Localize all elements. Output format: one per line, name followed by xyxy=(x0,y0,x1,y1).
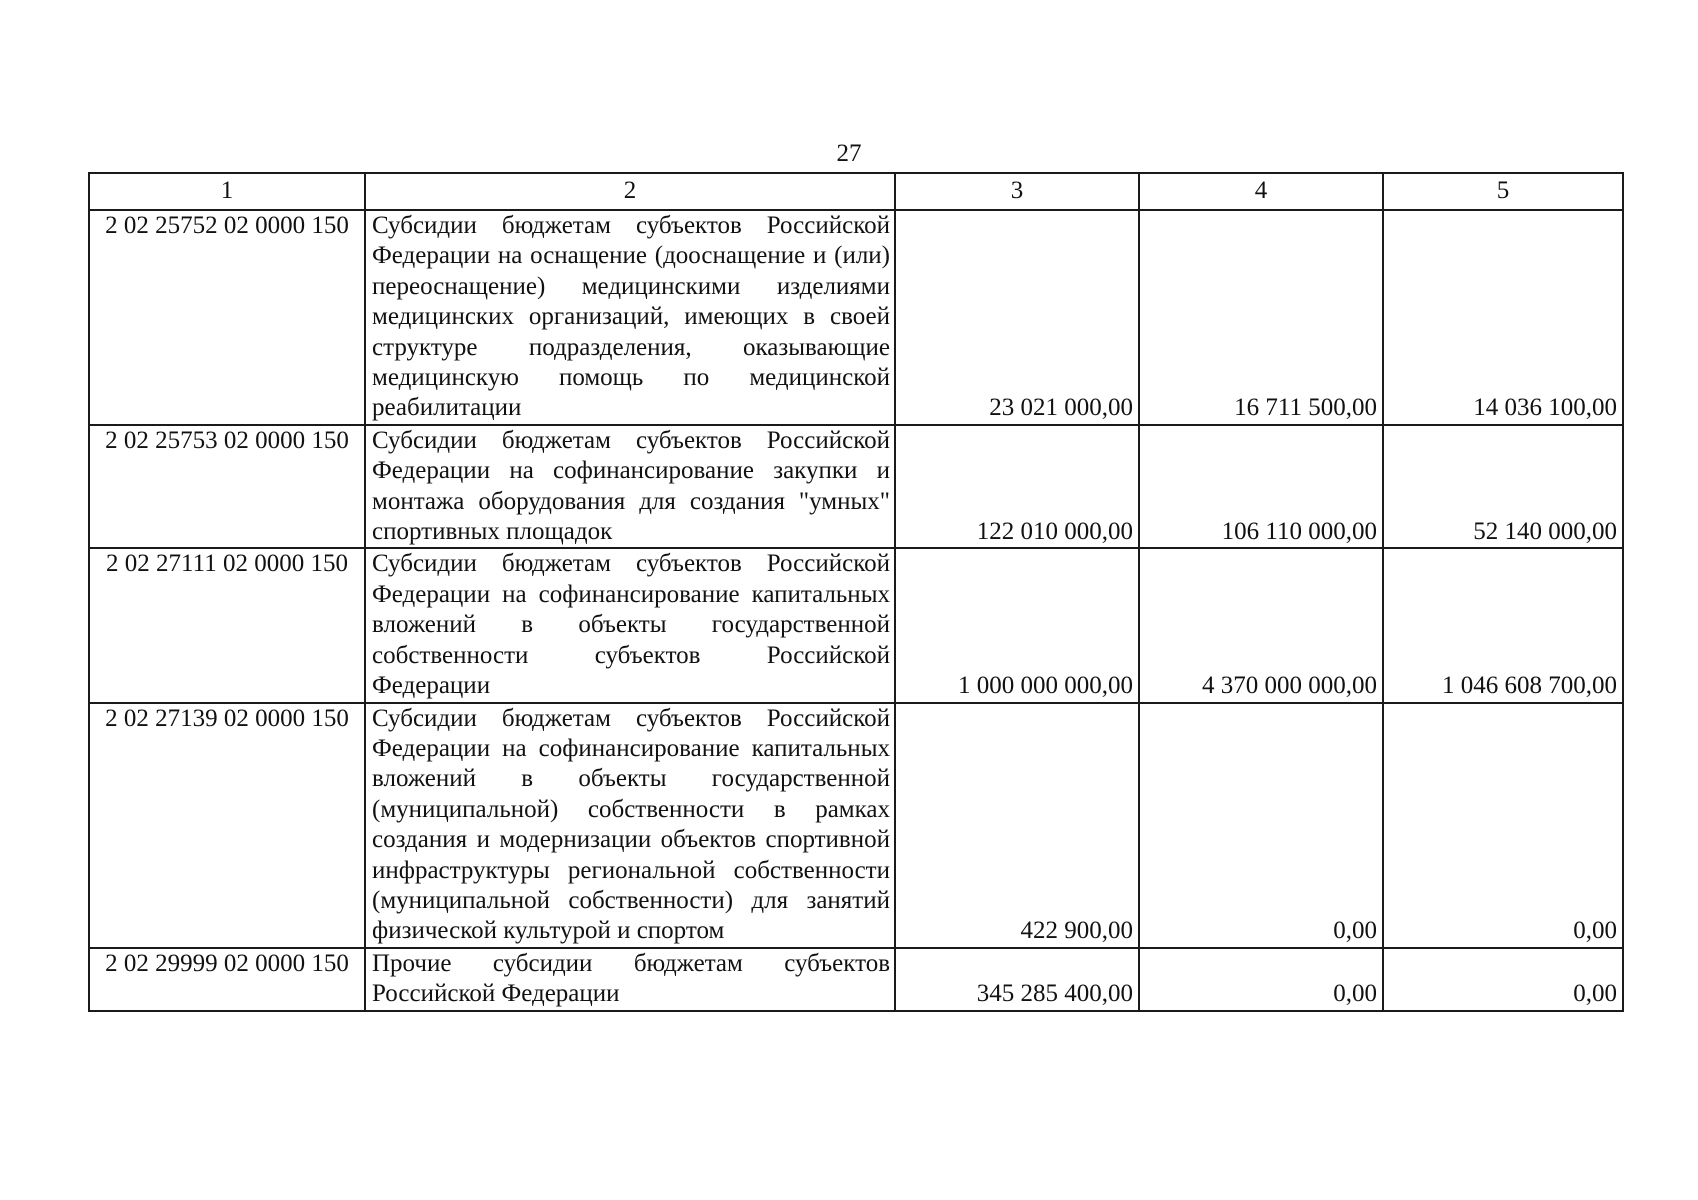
budget-code: 2 02 25753 02 0000 150 xyxy=(89,425,365,549)
amount-col-5: 1 046 608 700,00 xyxy=(1383,548,1623,702)
table-row xyxy=(89,703,1623,948)
header-col-2: 2 xyxy=(365,173,895,210)
table-body xyxy=(89,210,1623,1011)
revenue-description: Субсидии бюджетам субъектов Российской Федерации на оснащение (дооснащение и (или) переоснащение) медицинскими изделиями медицинских организаций, имеющих в своей структуре подразделения, оказывающие медицинскую помощь по медицинской реабилитации xyxy=(365,210,895,425)
amount-col-3: 422 900,00 xyxy=(895,703,1139,948)
table-row xyxy=(89,948,1623,1011)
amount-col-4: 4 370 000 000,00 xyxy=(1139,548,1383,702)
budget-code: 2 02 27139 02 0000 150 xyxy=(89,703,365,948)
amount-col-3: 23 021 000,00 xyxy=(895,210,1139,425)
header-row xyxy=(89,173,1623,210)
table-row xyxy=(89,210,1623,425)
amount-col-5: 14 036 100,00 xyxy=(1383,210,1623,425)
budget-code: 2 02 27111 02 0000 150 xyxy=(89,548,365,702)
amount-col-4: 106 110 000,00 xyxy=(1139,425,1383,549)
table-header xyxy=(89,173,1623,210)
revenue-description: Прочие субсидии бюджетам субъектов Российской Федерации xyxy=(365,948,895,1011)
table-row xyxy=(89,425,1623,549)
budget-code: 2 02 29999 02 0000 150 xyxy=(89,948,365,1011)
page-number: 27 xyxy=(836,140,862,167)
header-col-1: 1 xyxy=(89,173,365,210)
header-col-5: 5 xyxy=(1383,173,1623,210)
header-col-4: 4 xyxy=(1139,173,1383,210)
table-row xyxy=(89,548,1623,702)
amount-col-5: 0,00 xyxy=(1383,703,1623,948)
budget-code: 2 02 25752 02 0000 150 xyxy=(89,210,365,425)
amount-col-4: 0,00 xyxy=(1139,948,1383,1011)
header-col-3: 3 xyxy=(895,173,1139,210)
amount-col-4: 16 711 500,00 xyxy=(1139,210,1383,425)
revenue-description: Субсидии бюджетам субъектов Российской Федерации на софинансирование капитальных вложений в объекты государственной (муниципальной) собственности в рамках создания и модернизации объектов спортивной инфраструктуры региональной собственности (муниципальной собственности) для занятий физической культурой и спортом xyxy=(365,703,895,948)
amount-col-4: 0,00 xyxy=(1139,703,1383,948)
amount-col-3: 122 010 000,00 xyxy=(895,425,1139,549)
budget-table xyxy=(88,172,1624,1012)
amount-col-3: 345 285 400,00 xyxy=(895,948,1139,1011)
amount-col-3: 1 000 000 000,00 xyxy=(895,548,1139,702)
amount-col-5: 0,00 xyxy=(1383,948,1623,1011)
revenue-description: Субсидии бюджетам субъектов Российской Федерации на софинансирование закупки и монтажа оборудования для создания "умных" спортивных площадок xyxy=(365,425,895,549)
revenue-description: Субсидии бюджетам субъектов Российской Федерации на софинансирование капитальных вложений в объекты государственной собственности субъектов Российской Федерации xyxy=(365,548,895,702)
amount-col-5: 52 140 000,00 xyxy=(1383,425,1623,549)
